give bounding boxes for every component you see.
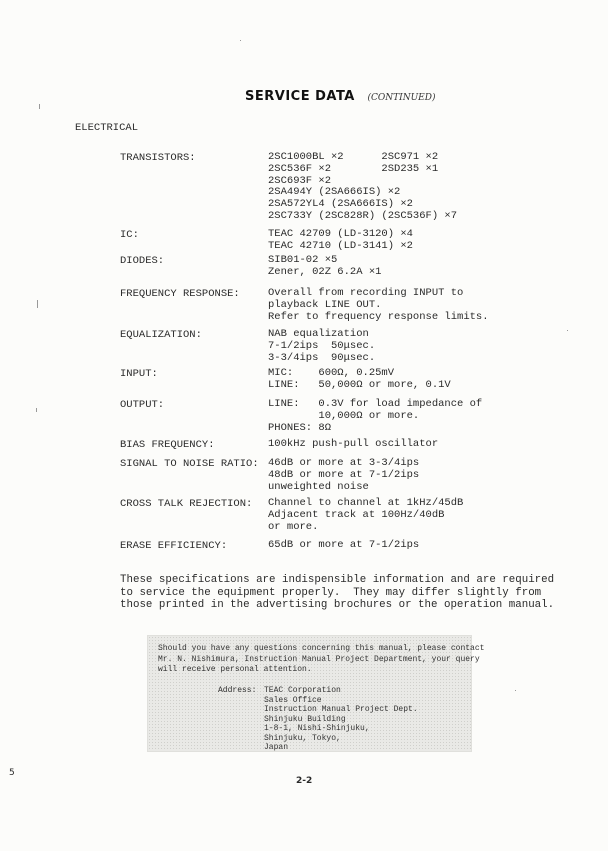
spec-value-line: SIB01-02 ×5 bbox=[268, 254, 338, 266]
spec-value-line: 65dB or more at 7-1/2ips bbox=[268, 539, 420, 551]
spec-value-line: TEAC 42710 (LD-3141) ×2 bbox=[268, 239, 413, 252]
spec-label: CROSS TALK REJECTION: bbox=[120, 498, 253, 510]
scan-speck bbox=[39, 104, 40, 109]
spec-value-line: 2SC536F ×2 2SD235 ×1 bbox=[268, 162, 439, 175]
contact-message: Should you have any questions concerning this manual, please contact Mr. N. Nishimura, Instruction Manual Project Department, your query will receive personal attention. bbox=[158, 644, 485, 674]
spec-label: BIAS FREQUENCY: bbox=[120, 439, 215, 451]
scan-speck bbox=[36, 408, 37, 412]
spec-value bbox=[268, 439, 438, 451]
spec-value bbox=[268, 255, 381, 279]
notice-paragraph: These specifications are indispensible information and are required to service the equipment properly. They may differ slightly from those printed in the advertising brochures or the operation manual. bbox=[120, 574, 555, 611]
spec-value bbox=[268, 368, 451, 392]
spec-value-line: unweighted noise bbox=[268, 480, 369, 493]
spec-label: ERASE EFFICIENCY: bbox=[120, 540, 228, 552]
spec-value-line: 46dB or more at 3-3/4ips bbox=[268, 457, 420, 469]
spec-value-line: 2SA494Y (2SA666IS) ×2 bbox=[268, 186, 401, 199]
spec-value-line: playback LINE OUT. bbox=[268, 298, 382, 311]
spec-label: IC: bbox=[120, 229, 139, 241]
spec-label: OUTPUT: bbox=[120, 399, 165, 411]
spec-value-line: 10,000Ω or more. bbox=[268, 409, 420, 422]
spec-value-line: Channel to channel at 1kHz/45dB bbox=[268, 497, 464, 509]
margin-number: 5 bbox=[9, 768, 15, 778]
spec-value bbox=[268, 229, 413, 253]
spec-value-line: or more. bbox=[268, 520, 319, 533]
spec-label: EQUALIZATION: bbox=[120, 329, 202, 341]
spec-value bbox=[268, 329, 375, 364]
spec-value-line: LINE: 0.3V for load impedance of bbox=[268, 398, 483, 410]
page-number: 2-2 bbox=[296, 776, 313, 786]
spec-value bbox=[268, 288, 489, 323]
spec-value-line: LINE: 50,000Ω or more, 0.1V bbox=[268, 378, 451, 391]
spec-value bbox=[268, 152, 457, 223]
spec-value-line: 2SC693F ×2 bbox=[268, 174, 332, 187]
address-label: Address: bbox=[218, 686, 257, 695]
spec-label: FREQUENCY RESPONSE: bbox=[120, 288, 240, 300]
spec-value-line: MIC: 600Ω, 0.25mV bbox=[268, 367, 395, 379]
spec-value-line: Overall from recording INPUT to bbox=[268, 287, 464, 299]
spec-value bbox=[268, 458, 419, 493]
spec-value-line: 100kHz push-pull oscillator bbox=[268, 438, 439, 450]
spec-value-line: 48dB or more at 7-1/2ips bbox=[268, 468, 420, 481]
address-block: TEAC Corporation Sales Office Instruction Manual Project Dept. Shinjuku Building 1-8-1, Nishi-Shinjuku, Shinjuku, Tokyo, Japan bbox=[264, 686, 418, 752]
spec-value-line: Zener, 02Z 6.2A ×1 bbox=[268, 265, 382, 278]
scan-speck bbox=[240, 40, 241, 41]
spec-label: DIODES: bbox=[120, 255, 165, 267]
spec-value-line: TEAC 42709 (LD-3120) ×4 bbox=[268, 228, 413, 240]
scan-speck bbox=[567, 330, 568, 331]
spec-value-line: Adjacent track at 100Hz/40dB bbox=[268, 508, 445, 521]
spec-value-line: 7-1/2ips 50μsec. bbox=[268, 339, 376, 352]
page-header bbox=[245, 85, 435, 104]
spec-value-line: 2SA572YL4 (2SA666IS) ×2 bbox=[268, 198, 413, 211]
spec-value-line: PHONES: 8Ω bbox=[268, 421, 332, 434]
scan-speck bbox=[37, 300, 38, 308]
spec-value bbox=[268, 540, 419, 552]
section-title: ELECTRICAL bbox=[75, 122, 139, 134]
spec-value bbox=[268, 399, 482, 434]
header-title: SERVICE DATA bbox=[245, 89, 355, 104]
spec-value-line: 2SC733Y (2SC828R) (2SC536F) ×7 bbox=[268, 209, 458, 222]
spec-value bbox=[268, 498, 463, 533]
spec-label: INPUT: bbox=[120, 368, 158, 380]
scan-speck bbox=[515, 690, 516, 691]
contact-box bbox=[147, 635, 485, 752]
spec-label: TRANSISTORS: bbox=[120, 152, 196, 164]
spec-value-line: NAB equalization bbox=[268, 328, 369, 340]
header-subtitle: (CONTINUED) bbox=[367, 93, 436, 103]
spec-label: SIGNAL TO NOISE RATIO: bbox=[120, 458, 259, 470]
spec-value-line: Refer to frequency response limits. bbox=[268, 310, 489, 323]
spec-value-line: 3-3/4ips 90μsec. bbox=[268, 351, 376, 364]
spec-value-line: 2SC1000BL ×2 2SC971 ×2 bbox=[268, 151, 439, 163]
